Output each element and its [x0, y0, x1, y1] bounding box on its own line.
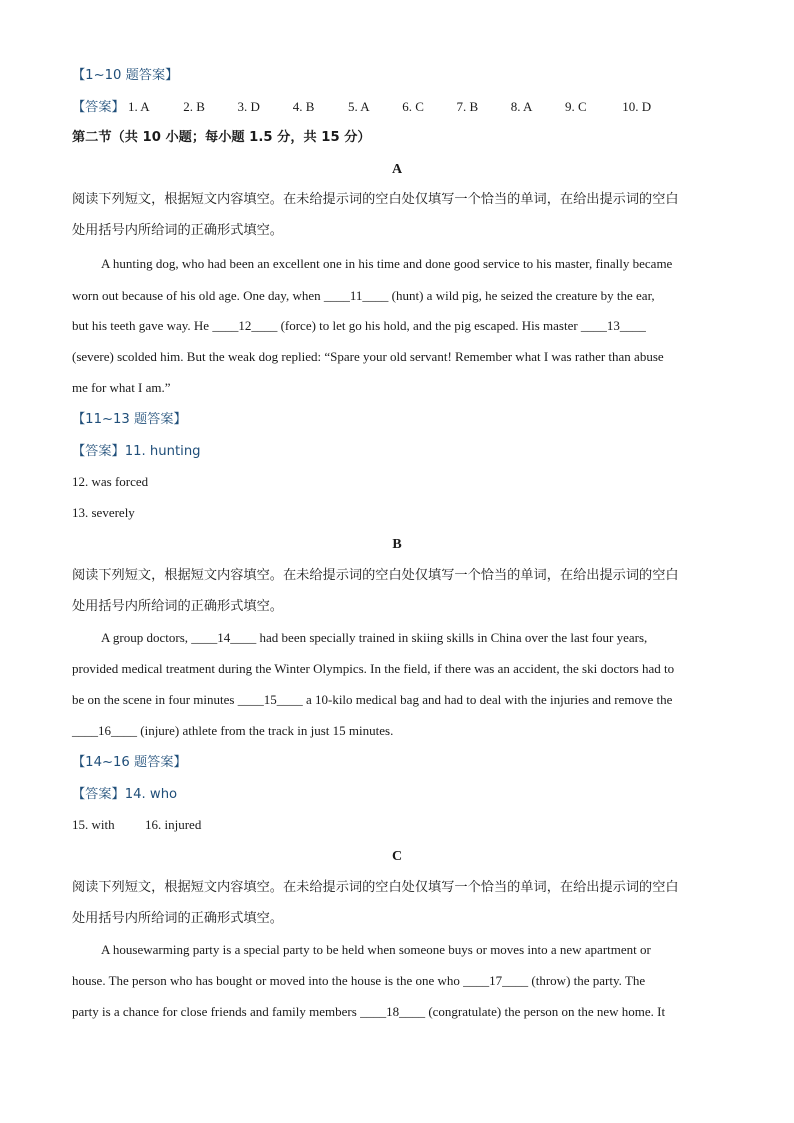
part-c-passage-line-2: [72, 973, 645, 989]
answer-text: 【答案】14. who: [72, 787, 178, 802]
part-c-label: C: [391, 849, 403, 864]
answer-15: 15. with: [72, 817, 115, 832]
part-b-instruction-2: 处用括号内所给词的正确形式填空。: [72, 599, 283, 614]
answer-12: 12. was forced: [72, 474, 149, 489]
passage-text: had been specially trained in skiing skills in China over the last four years,: [256, 630, 648, 645]
part-a-instruction-2: 处用括号内所给词的正确形式填空。: [72, 223, 283, 238]
answer-item: 6. C: [402, 99, 424, 114]
part-b-passage-line-4: [72, 723, 393, 739]
passage-text: (force) to let go his hold, and the pig escaped. His master: [277, 318, 581, 333]
part-b-passage-line-2: provided medical treatment during the Winter Olympics. In the field, if there was an accident, the ski doctors had to: [72, 661, 675, 676]
answer-item: 9. C: [565, 99, 587, 114]
answer-item: 10. D: [622, 99, 652, 114]
part-b-label: B: [392, 537, 402, 552]
part-a-passage-line-3: [72, 318, 646, 334]
answers-14-16-header: 【14~16 题答案】: [72, 755, 187, 770]
part-c-passage-line-1: A housewarming party is a special party to be held when someone buys or moves into a new apartment or: [101, 942, 651, 957]
part-b-passage-line-1: [101, 630, 647, 646]
answer-11: [72, 443, 201, 460]
blank-11: ____11____: [323, 288, 389, 303]
passage-text: party is a chance for close friends and family members: [72, 1004, 361, 1019]
passage-text: (hunt) a wild pig, he seized the creature by the ear,: [388, 288, 655, 303]
answers-1-10-header: 【1~10 题答案】: [72, 68, 179, 83]
section-2-title: 第二节（共 10 小题；每小题 1.5 分，共 15 分）: [72, 130, 371, 145]
part-c-instruction-1: 阅读下列短文，根据短文内容填空。在未给提示词的空白处仅填写一个恰当的单词，在给出提示词的空白: [72, 880, 679, 895]
answer-item: 5. A: [348, 99, 370, 114]
part-a-label: A: [391, 162, 403, 177]
passage-text: (injure) athlete from the track in just 15 minutes.: [137, 723, 394, 738]
passage-text: be on the scene in four minutes: [72, 692, 238, 707]
answer-item: 2. B: [183, 99, 205, 114]
passage-text: a 10-kilo medical bag and had to deal with the injuries and remove the: [302, 692, 673, 707]
answers-11-13-header: 【11~13 题答案】: [72, 412, 187, 427]
answer-item: 8. A: [510, 99, 533, 114]
part-c-passage-line-3: [72, 1004, 665, 1020]
answers-15-16: [72, 817, 201, 833]
blank-17: ____17____: [463, 973, 529, 988]
part-b-passage-line-3: [72, 692, 672, 708]
answer-item: 7. B: [456, 99, 479, 114]
blank-13: ____13____: [580, 318, 646, 333]
blank-14: ____14____: [191, 630, 257, 645]
passage-text: A group doctors,: [101, 630, 192, 645]
answer-13: 13. severely: [72, 505, 135, 520]
answer-item: 4. B: [292, 99, 315, 114]
answer-item: 3. D: [237, 99, 260, 114]
answer-14: [72, 786, 177, 803]
passage-text: house. The person who has bought or moved into the house is the one who: [72, 973, 464, 988]
part-a-passage-line-1: A hunting dog, who had been an excellent one in his time and done good service to his master, finally became: [101, 256, 673, 271]
passage-text: (congratulate) the person on the new home. It: [425, 1004, 666, 1019]
blank-16: ____16____: [72, 723, 137, 738]
part-a-passage-line-4: (severe) scolded him. But the weak dog replied: “Spare your old servant! Remember what I was rather than abuse: [72, 349, 664, 364]
part-b-instruction-1: 阅读下列短文，根据短文内容填空。在未给提示词的空白处仅填写一个恰当的单词，在给出提示词的空白: [72, 568, 679, 583]
answer-text: 【答案】11. hunting: [72, 444, 201, 459]
blank-18: ____18____: [360, 1004, 426, 1019]
answer-label: 【答案】: [72, 100, 125, 115]
part-a-passage-line-2: [72, 288, 655, 304]
passage-text: (throw) the party. The: [528, 973, 646, 988]
answer-item: 1. A: [128, 99, 150, 114]
passage-text: but his teeth gave way. He: [72, 318, 213, 333]
answer-16: 16. injured: [145, 817, 202, 832]
part-a-instruction-1: 阅读下列短文，根据短文内容填空。在未给提示词的空白处仅填写一个恰当的单词，在给出提示词的空白: [72, 192, 679, 207]
answers-1-10-row: [72, 99, 651, 116]
blank-12: ____12____: [212, 318, 278, 333]
part-c-instruction-2: 处用括号内所给词的正确形式填空。: [72, 911, 283, 926]
passage-text: worn out because of his old age. One day, when: [72, 288, 324, 303]
blank-15: ____15____: [237, 692, 303, 707]
part-a-passage-line-5: me for what I am.”: [72, 380, 171, 395]
